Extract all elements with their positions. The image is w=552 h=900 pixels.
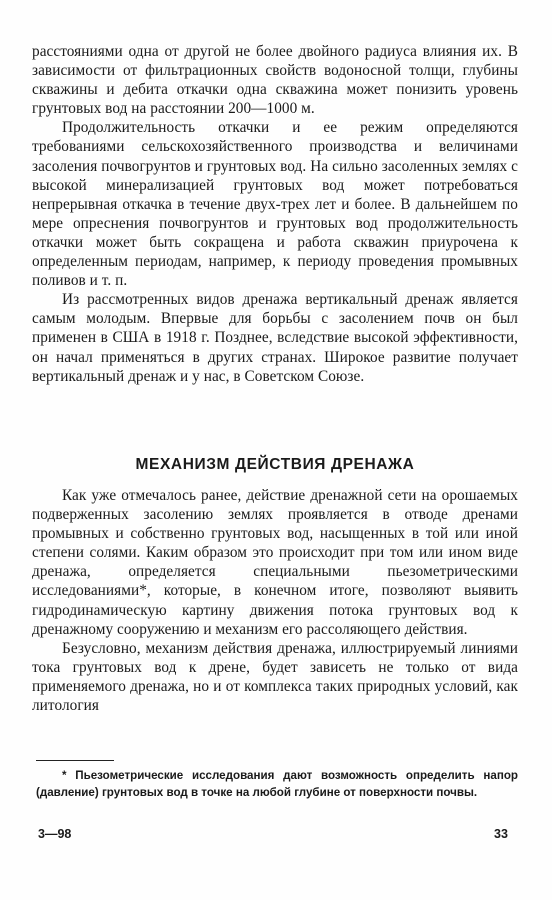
paragraph-continuation: расстояниями одна от другой не более двойного радиуса влияния их. В зависимости от фильтрационных свойств водоносной толщи, глубины скважины и дебита откачки одна скважина может понизить уровень грунтовых вод на расстоянии 200—1000 м. (32, 43, 518, 118)
paragraph-pumping-duration: Продолжительность откачки и ее режим определяются требованиями сельскохозяйственного производства и величинами засоления почвогрунтов и грунтовых вод. На сильно засоленных землях с высокой минерализацией грунтовых вод может потребоваться непрерывная откачка в течение двух-трех лет и более. В дальнейшем по мере опреснения почвогрунтов и грунтовых вод продолжительность откачки может быть сокращена и работа скважин приурочена к определенным периодам, например, к периоду проведения промывных поливов и т. п. (32, 119, 518, 290)
footnote-divider (36, 760, 114, 761)
page-number: 33 (494, 827, 508, 841)
paragraph-drainage-action: Как уже отмечалось ранее, действие дренажной сети на орошаемых подверженных засолению землях проявляется в отводе дренами промывных и собственно грунтовых вод, насыщенных в той или иной степени солями. Каким образом это происходит при том или ином виде дренажа, определяется специальными пьезометрическими исследованиями*, которые, в конечном итоге, позволяют выявить гидродинамическую картину движения потока грунтовых вод к дренажному сооружению и механизм его рассоляющего действия. (32, 487, 518, 638)
body-text-bottom (32, 486, 518, 715)
paragraph-drainage-mechanism: Безусловно, механизм действия дренажа, иллюстрируемый линиями тока грунтовых вод к дрене, будет зависеть не только от вида применяемого дренажа, но и от комплекса таких природных условий, как литология (32, 639, 518, 715)
footnote: * Пьезометрические исследования дают возможность определить напор (давление) грунтовых вод в точке на любой глубине от поверхности почвы. (36, 769, 518, 799)
body-text-top (32, 42, 518, 386)
paragraph-vertical-drainage: Из рассмотренных видов дренажа вертикальный дренаж является самым молодым. Впервые для борьбы с засолением почв он был применен в США в 1918 г. Позднее, вследствие высокой эффективности, он начал применяться в других странах. Широкое развитие получает вертикальный дренаж и у нас, в Советском Союзе. (32, 291, 518, 385)
section-heading: МЕХАНИЗМ ДЕЙСТВИЯ ДРЕНАЖА (135, 456, 415, 473)
folio-signature: 3—98 (38, 827, 72, 841)
